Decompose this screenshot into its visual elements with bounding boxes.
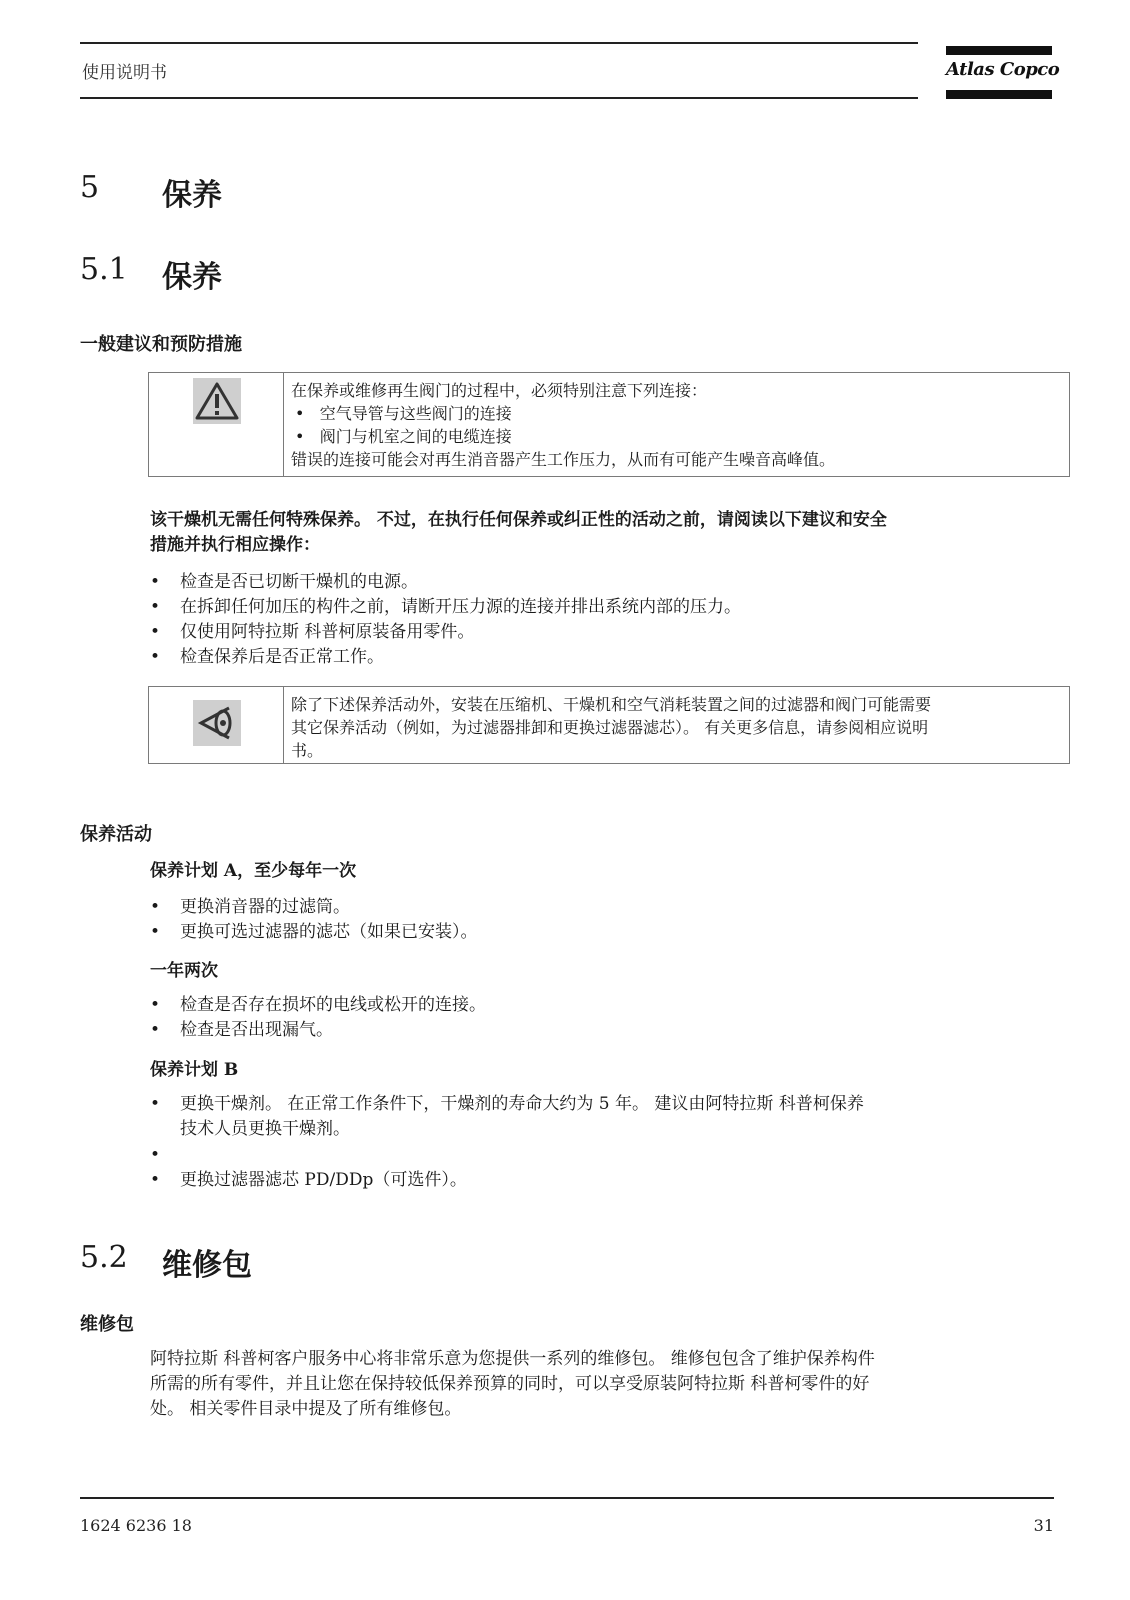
note-box — [148, 686, 1070, 764]
atlas-copco-logo — [946, 44, 1060, 100]
warning-item: • 阀门与机室之间的电缆连接 — [295, 427, 512, 446]
header-doc-type: 使用说明书 — [82, 63, 167, 83]
doc-number: 1624 6236 18 — [80, 1516, 192, 1535]
twice-yearly-title: 一年两次 — [150, 961, 218, 981]
activities-heading: 保养活动 — [80, 824, 152, 845]
note-icon-cell — [149, 687, 284, 763]
page-number: 31 — [1033, 1516, 1054, 1535]
header-top-rule — [80, 42, 918, 44]
warning-outro: 错误的连接可能会对再生消音器产生工作压力，从而有可能产生噪音高峰值。 — [291, 450, 836, 469]
warning-intro: 在保养或维修再生阀门的过程中，必须特别注意下列连接： — [291, 381, 708, 400]
section-number: 5.1 — [80, 252, 128, 287]
warning-triangle-icon — [193, 378, 241, 424]
logo-bottom-bar — [946, 90, 1052, 99]
kits-heading: 维修包 — [80, 1314, 134, 1335]
note-text — [291, 693, 1061, 762]
logo-top-bar — [946, 46, 1052, 55]
note-line: 除了下述保养活动外，安装在压缩机、干燥机和空气消耗装置之间的过滤器和阀门可能需要 — [291, 695, 932, 714]
kits-line: 所需的所有零件，并且让您在保持较低保养预算的同时，可以享受原装阿特拉斯 科普柯零件的好 — [150, 1374, 870, 1394]
maintenance-intro — [150, 508, 1050, 558]
kits-line: 阿特拉斯 科普柯客户服务中心将非常乐意为您提供一系列的维修包。 维修包包含了维护保养构件 — [150, 1349, 875, 1369]
general-heading: 一般建议和预防措施 — [80, 334, 242, 355]
section-title: 保养 — [162, 260, 222, 295]
eye-icon — [193, 700, 241, 746]
kits-paragraph — [150, 1347, 1050, 1422]
kits-line: 处。 相关零件目录中提及了所有维修包。 — [150, 1399, 462, 1419]
logo-wordmark: Atlas Copco — [946, 59, 1060, 80]
header-bottom-rule — [80, 97, 918, 99]
section-number: 5.2 — [80, 1240, 128, 1275]
warning-item: • 空气导管与这些阀门的连接 — [295, 404, 512, 423]
note-line: 书。 — [291, 741, 324, 760]
chapter-heading — [80, 170, 480, 213]
section-heading-5-2 — [80, 1240, 480, 1283]
section-title: 维修包 — [162, 1248, 252, 1283]
intro-line: 措施并执行相应操作： — [150, 535, 320, 555]
chapter-title: 保养 — [162, 178, 222, 213]
warning-box — [148, 372, 1070, 477]
note-line: 其它保养活动（例如，为过滤器排卸和更换过滤器滤芯）。 有关更多信息，请参阅相应说明 — [291, 718, 929, 737]
plan-b-title: 保养计划 B — [150, 1060, 239, 1080]
plan-a-title: 保养计划 A，至少每年一次 — [150, 861, 357, 881]
section-heading-5-1 — [80, 252, 480, 295]
warning-icon-cell — [149, 373, 284, 476]
intro-line: 该干燥机无需任何特殊保养。 不过，在执行任何保养或纠正性的活动之前，请阅读以下建议和安全 — [150, 510, 887, 530]
footer-rule — [80, 1497, 1054, 1499]
chapter-number: 5 — [80, 170, 100, 205]
warning-text — [291, 379, 1061, 471]
